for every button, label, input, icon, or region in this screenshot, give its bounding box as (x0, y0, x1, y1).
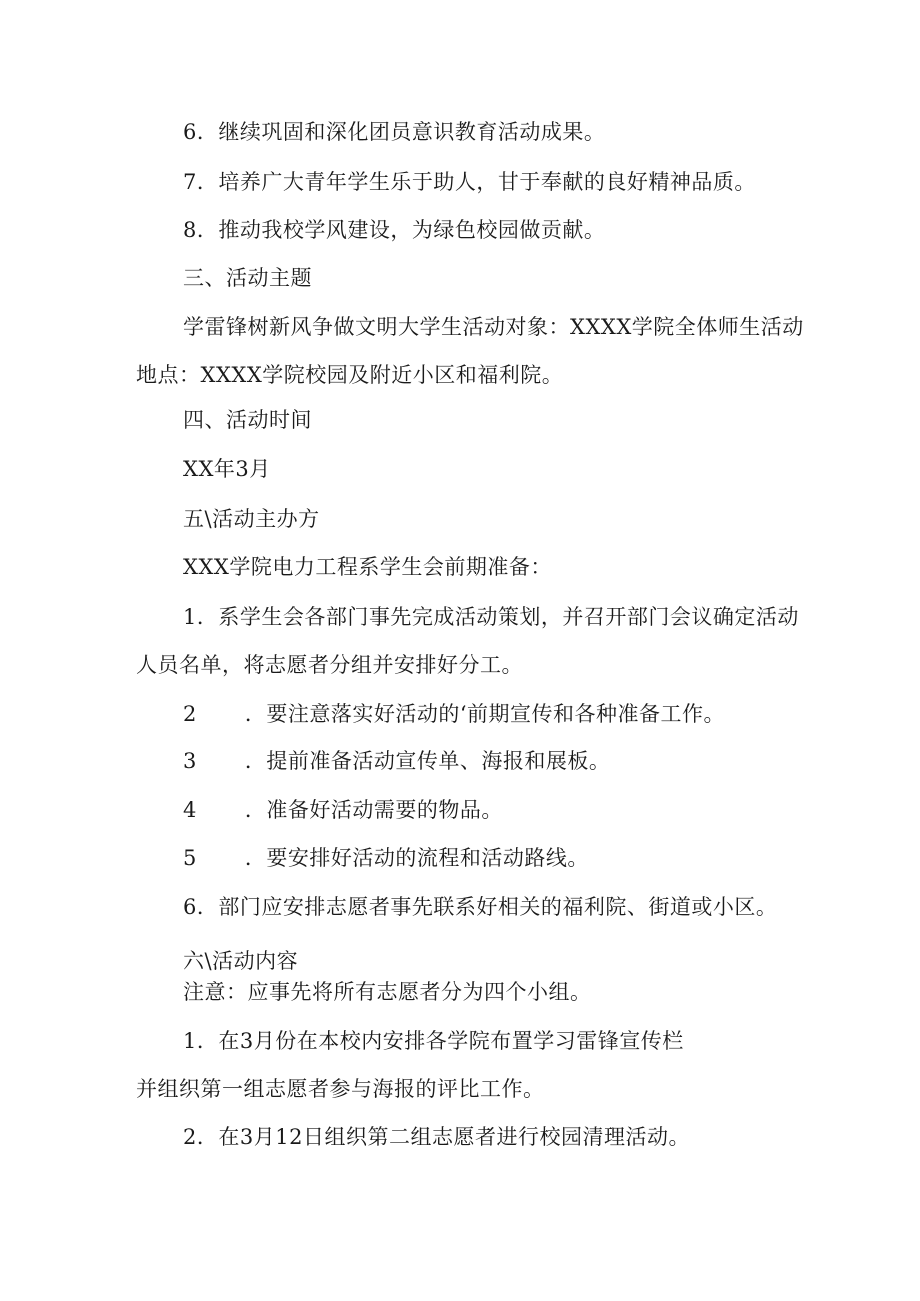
item-number: 3 (183, 749, 197, 773)
item-number: 1 (183, 1029, 197, 1053)
item-number: 2 (183, 1125, 197, 1149)
theme-paragraph-line-2: 地点：XXXX学院校园及附近小区和福利院。 (136, 363, 564, 387)
theme-paragraph-line-1: 学雷锋树新风争做文明大学生活动对象：XXXX学院全体师生活动 (183, 315, 804, 339)
prep-item-6 (183, 893, 777, 921)
item-number: 4 (183, 798, 197, 822)
item-text: ．推动我校学风建设，为绿色校园做贡献。 (196, 218, 606, 242)
item-text: ．准备好活动需要的物品。 (244, 798, 503, 822)
section-heading-time: 四、活动时间 (183, 408, 312, 432)
prep-item-5 (183, 844, 589, 872)
organizer-paragraph: XXX学院电力工程系学生会前期准备： (183, 555, 552, 579)
prep-item-1-line-1 (183, 603, 799, 631)
note-paragraph: 注意：应事先将所有志愿者分为四个小组。 (183, 980, 592, 1004)
goal-item-8 (183, 216, 605, 244)
section-heading-theme: 三、活动主题 (183, 266, 312, 290)
goal-item-7 (183, 168, 756, 196)
activity-time: XX年3月 (183, 457, 271, 481)
prep-item-2 (183, 700, 725, 728)
item-text: ．培养广大青年学生乐于助人，甘于奉献的良好精神品质。 (196, 170, 756, 194)
content-item-1-line-2: 并组织第一组志愿者参与海报的评比工作。 (136, 1077, 545, 1101)
item-number: 8 (183, 218, 197, 242)
item-number: 1 (183, 605, 197, 629)
content-item-1-line-1 (183, 1027, 684, 1055)
item-text: ．要注意落实好活动的‘前期宣传和各种准备工作。 (244, 702, 726, 726)
goal-item-6 (183, 118, 605, 146)
item-text: ．要安排好活动的流程和活动路线。 (244, 846, 589, 870)
section-heading-organizer: 五\活动主办方 (183, 507, 320, 531)
prep-item-4 (183, 796, 503, 824)
prep-item-1-line-2: 人员名单，将志愿者分组并安排好分工。 (136, 653, 523, 677)
item-text: ．提前准备活动宣传单、海报和展板。 (244, 749, 611, 773)
item-text: ．在3月12日组织第二组志愿者进行校园清理活动。 (196, 1125, 690, 1149)
prep-item-3 (183, 747, 610, 775)
item-number: 5 (183, 846, 197, 870)
item-number: 6 (183, 120, 197, 144)
item-text: ．继续巩固和深化团员意识教育活动成果。 (196, 120, 606, 144)
section-heading-content: 六\活动内容 (183, 949, 299, 973)
item-text: ．在3月份在本校内安排各学院布置学习雷锋宣传栏 (196, 1029, 684, 1053)
item-number: 7 (183, 170, 197, 194)
item-text: ．系学生会各部门事先完成活动策划，并召开部门会议确定活动 (196, 605, 799, 629)
item-number: 6 (183, 895, 197, 919)
content-item-2 (183, 1123, 690, 1151)
item-number: 2 (183, 702, 197, 726)
item-text: ．部门应安排志愿者事先联系好相关的福利院、街道或小区。 (196, 895, 778, 919)
